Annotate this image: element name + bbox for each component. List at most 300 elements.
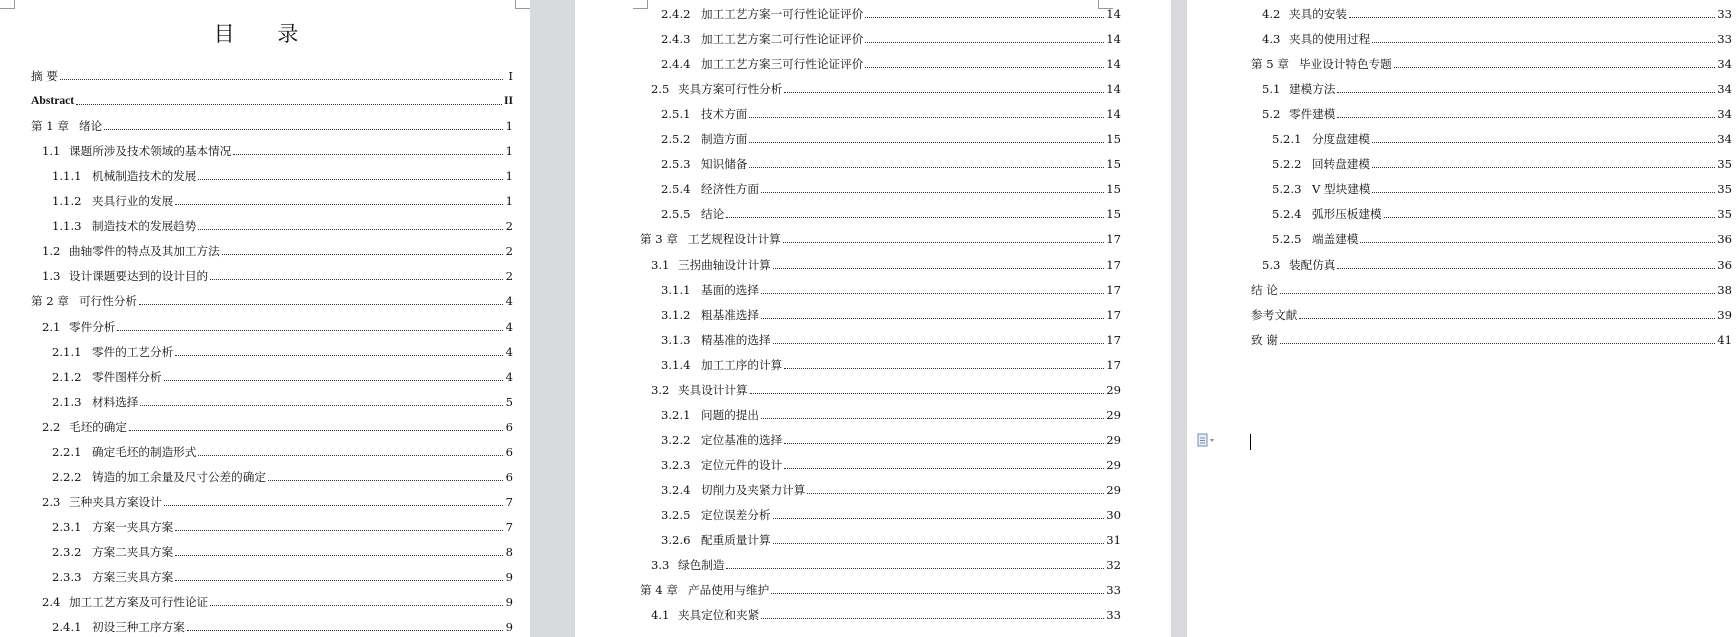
toc-entry-title: 参考文献 — [1251, 307, 1298, 322]
toc-entry[interactable] — [52, 393, 513, 409]
toc-leader-dots — [773, 342, 1105, 344]
toc-leader-dots — [1280, 292, 1715, 294]
toc-entry[interactable] — [1272, 180, 1732, 196]
toc-leader-dots — [187, 629, 503, 631]
toc-entry-page-number: 17 — [1106, 282, 1121, 297]
toc-leader-dots — [164, 379, 503, 381]
toc-entry[interactable] — [640, 230, 1121, 246]
toc-entry-page-number: 30 — [1106, 508, 1121, 522]
toc-entry-number: 2.4.3 — [661, 32, 691, 47]
toc-entry-title: 问题的提出 — [701, 407, 759, 422]
toc-entry-number: 3.2.1 — [661, 407, 691, 422]
toc-entry-page-number: 17 — [1106, 357, 1121, 372]
toc-entry[interactable] — [651, 256, 1121, 272]
toc-leader-dots — [139, 303, 503, 305]
toc-entry-page-number: 29 — [1106, 457, 1121, 472]
toc-entry-page-number: 35 — [1717, 207, 1732, 222]
toc-entry-page-number: 14 — [1106, 57, 1121, 72]
toc-leader-dots — [807, 492, 1104, 494]
toc-entry-page-number: 15 — [1106, 157, 1121, 172]
toc-entry-number: 2.1 — [42, 319, 61, 334]
toc-entry-title: 毕业设计特色专题 — [1299, 57, 1392, 72]
toc-entry-page-number: 2 — [505, 269, 513, 284]
toc-leader-dots — [783, 241, 1104, 243]
toc-entry-title: 粗基准选择 — [701, 307, 759, 322]
toc-entry-title: 加工工艺方案三可行性论证评价 — [701, 57, 864, 72]
toc-entry-title: 结 论 — [1251, 282, 1278, 297]
toc-entry[interactable] — [1272, 230, 1732, 246]
toc-leader-dots — [865, 16, 1104, 18]
toc-entry-number: 2.3.2 — [52, 544, 82, 559]
toc-entry-title: 加工工艺方案及可行性论证 — [69, 595, 209, 610]
toc-entry-page-number: 36 — [1717, 232, 1732, 247]
toc-leader-dots — [1372, 141, 1715, 143]
toc-entry-page-number: 36 — [1717, 257, 1732, 272]
toc-entry-number: 2.5 — [651, 82, 670, 97]
toc-entry[interactable] — [52, 543, 513, 559]
toc-entry-title: 装配仿真 — [1289, 257, 1336, 272]
toc-entry[interactable] — [52, 618, 513, 634]
toc-entry-page-number: 34 — [1717, 107, 1732, 122]
toc-leader-dots — [129, 429, 503, 431]
toc-leader-dots — [198, 178, 503, 180]
toc-leader-dots — [1372, 166, 1715, 168]
toc-entry-title: 曲轴零件的特点及其加工方法 — [69, 244, 220, 259]
toc-entry-title: 产品使用与维护 — [688, 583, 770, 598]
toc-entry[interactable] — [661, 481, 1121, 497]
toc-entry-page-number: 2 — [505, 244, 513, 259]
toc-entry-title: 分度盘建模 — [1312, 132, 1370, 147]
toc-entry[interactable] — [52, 217, 513, 233]
toc-entry-page-number: 4 — [505, 294, 513, 309]
toc-leader-dots — [1372, 41, 1715, 43]
toc-leader-dots — [784, 467, 1104, 469]
toc-leader-dots — [749, 141, 1104, 143]
toc-leader-dots — [865, 41, 1104, 43]
toc-entry-page-number: 1 — [505, 144, 513, 159]
toc-leader-dots — [773, 517, 1105, 519]
toc-entry[interactable] — [1251, 281, 1732, 297]
toc-entry-page-number: 7 — [505, 519, 513, 534]
toc-leader-dots — [1394, 66, 1715, 68]
toc-entry-page-number: 31 — [1106, 533, 1121, 548]
toc-entry-title: 夹具的安装 — [1289, 7, 1347, 21]
toc-entry[interactable] — [651, 606, 1121, 622]
toc-leader-dots — [761, 417, 1104, 419]
toc-entry-title: 经济性方面 — [701, 182, 759, 197]
toc-entry-title: 方案三夹具方案 — [92, 570, 174, 584]
toc-entry-title: 机械制造技术的发展 — [92, 169, 197, 184]
toc-entry-page-number: 14 — [1106, 107, 1121, 122]
toc-leader-dots — [1337, 91, 1715, 93]
toc-entry-number: 3.3 — [651, 558, 670, 573]
toc-entry-title: 摘 要 — [31, 69, 58, 83]
toc-leader-dots — [268, 479, 503, 481]
toc-entry-number: 3.2.4 — [661, 482, 691, 497]
toc-entry-page-number: II — [503, 94, 513, 108]
toc-entry-title: 夹具的使用过程 — [1289, 32, 1371, 47]
toc-entry-title: 结论 — [701, 207, 725, 222]
toc-entry-title: 精基准的选择 — [701, 332, 771, 347]
toc-entry-page-number: 6 — [505, 469, 513, 484]
toc-leader-dots — [1337, 116, 1715, 118]
toc-entry[interactable] — [1272, 205, 1732, 221]
toc-leader-dots — [771, 592, 1104, 594]
toc-leader-dots — [222, 253, 503, 255]
toc-entry-page-number: 17 — [1106, 332, 1121, 347]
toc-entry-number: 2.1.3 — [52, 394, 82, 409]
toc-entry[interactable] — [42, 418, 513, 434]
toc-entry[interactable] — [1262, 105, 1732, 121]
toc-leader-dots — [761, 191, 1104, 193]
toc-entry[interactable] — [31, 292, 513, 308]
toc-entry-page-number: 6 — [505, 444, 513, 459]
toc-entry-page-number: 34 — [1717, 82, 1732, 97]
toc-entry-title: 定位基准的选择 — [701, 432, 783, 447]
toc-entry-page-number: 1 — [505, 119, 513, 134]
toc-entry-title: 制造技术的发展趋势 — [92, 219, 197, 234]
toc-entry-title: 零件建模 — [1289, 107, 1336, 122]
toc-entry[interactable] — [52, 468, 513, 484]
toc-entry-number: 3.2.2 — [661, 432, 691, 447]
toc-entry[interactable] — [661, 531, 1121, 547]
toc-entry-page-number: 29 — [1106, 382, 1121, 397]
toc-leader-dots — [784, 367, 1104, 369]
toc-entry-title: 切削力及夹紧力计算 — [701, 482, 806, 497]
toc-entry[interactable] — [42, 593, 513, 609]
toc-entry-page-number: 6 — [505, 419, 513, 434]
toc-leader-dots — [175, 529, 503, 531]
toc-entry[interactable] — [661, 281, 1121, 297]
toc-entry-title: 初设三种工序方案 — [92, 620, 185, 635]
toc-entry[interactable] — [42, 267, 513, 283]
toc-entry-number: 第 1 章 — [31, 119, 69, 134]
toc-entry[interactable] — [1262, 5, 1732, 21]
toc-leader-dots — [1349, 16, 1715, 18]
toc-entry-number: 2.5.4 — [661, 182, 691, 197]
toc-entry-title: 弧形压板建模 — [1312, 207, 1382, 222]
document-page-1 — [0, 0, 530, 637]
toc-leader-dots — [175, 579, 503, 581]
toc-leader-dots — [773, 542, 1105, 544]
toc-entry-page-number: 35 — [1717, 157, 1732, 172]
toc-entry[interactable] — [1251, 55, 1732, 71]
toc-entry-title: 绿色制造 — [678, 558, 725, 573]
toc-entry-page-number: 5 — [505, 394, 513, 409]
toc-entry-title: 绪论 — [79, 119, 103, 134]
document-page-3 — [1187, 0, 1736, 637]
toc-entry-title: 建模方法 — [1289, 82, 1336, 97]
toc-entry-title: 制造方面 — [701, 132, 748, 147]
toc-entry-number: 第 4 章 — [640, 583, 678, 598]
toc-entry-number: 第 2 章 — [31, 294, 69, 309]
toc-entry-number: 5.1 — [1262, 82, 1281, 97]
toc-entry-number: 1.2 — [42, 244, 61, 259]
toc-leader-dots — [750, 392, 1105, 394]
toc-entry-title: 方案二夹具方案 — [92, 544, 174, 559]
toc-entry[interactable] — [661, 30, 1121, 46]
toc-entry-title: 零件的工艺分析 — [92, 344, 174, 359]
toc-entry-number: 2.3.1 — [52, 519, 82, 534]
toc-leader-dots — [140, 404, 503, 406]
toc-entry-title: 配重质量计算 — [701, 533, 771, 548]
toc-entry-title: 加工工艺方案一可行性论证评价 — [701, 7, 864, 21]
toc-entry-number: 5.2.5 — [1272, 232, 1302, 247]
toc-entry-number: 5.2.3 — [1272, 182, 1302, 197]
toc-entry-page-number: 15 — [1106, 182, 1121, 197]
toc-entry[interactable] — [52, 518, 513, 534]
toc-entry[interactable] — [52, 368, 513, 384]
toc-entry-page-number: 17 — [1106, 307, 1121, 322]
toc-entry-title: 夹具定位和夹紧 — [678, 608, 760, 623]
toc-leader-dots — [60, 78, 503, 80]
toc-entry-title: 夹具设计计算 — [678, 382, 748, 397]
toc-entry[interactable] — [661, 331, 1121, 347]
toc-entry-number: 2.2 — [42, 419, 61, 434]
toc-entry-page-number: 9 — [505, 595, 513, 610]
toc-entry[interactable] — [651, 381, 1121, 397]
toc-entry-page-number: 15 — [1106, 132, 1121, 147]
toc-entry[interactable] — [1251, 331, 1732, 347]
toc-entry-page-number: 2 — [505, 219, 513, 234]
toc-leader-dots — [175, 354, 503, 356]
toc-entry-page-number: 14 — [1106, 7, 1121, 21]
text-cursor — [1250, 434, 1251, 450]
toc-entry-number: 2.4 — [42, 595, 61, 610]
toc-entry-number: 5.2 — [1262, 107, 1281, 122]
toc-entry[interactable] — [661, 506, 1121, 522]
toc-entry-page-number: 33 — [1106, 583, 1121, 598]
toc-entry-title: 设计课题要达到的设计目的 — [69, 269, 209, 284]
document-page-2 — [575, 0, 1171, 637]
toc-entry-number: 2.1.2 — [52, 369, 82, 384]
toc-entry[interactable] — [42, 142, 513, 158]
toc-entry[interactable] — [651, 556, 1121, 572]
toc-entry-page-number: 14 — [1106, 32, 1121, 47]
toc-entry-number: 1.3 — [42, 269, 61, 284]
toc-leader-dots — [726, 216, 1104, 218]
toc-entry[interactable] — [1262, 30, 1732, 46]
toc-entry[interactable] — [661, 456, 1121, 472]
toc-entry-page-number: 8 — [505, 544, 513, 559]
toc-entry-number: 5.2.1 — [1272, 132, 1302, 147]
toc-entry-number: 3.2.5 — [661, 508, 691, 522]
toc-entry[interactable] — [661, 431, 1121, 447]
toc-entry[interactable] — [42, 242, 513, 258]
toc-entry-page-number: 32 — [1106, 558, 1121, 573]
toc-entry-page-number: 15 — [1106, 207, 1121, 222]
toc-entry-page-number: 4 — [505, 344, 513, 359]
toc-entry-title: 端盖建模 — [1312, 232, 1359, 247]
toc-entry[interactable] — [42, 493, 513, 509]
page-corner-mark — [0, 0, 15, 9]
toc-entry-page-number: I — [508, 69, 513, 83]
toc-leader-dots — [175, 554, 503, 556]
toc-leader-dots — [761, 292, 1104, 294]
toc-leader-dots — [210, 278, 503, 280]
toc-leader-dots — [175, 203, 503, 205]
toc-entry-page-number: 41 — [1717, 332, 1732, 347]
toc-entry-number: 3.2.6 — [661, 533, 691, 548]
toc-leader-dots — [233, 153, 503, 155]
toc-entry[interactable] — [661, 130, 1121, 146]
toc-entry-number: 2.4.2 — [661, 7, 691, 21]
toc-entry-title: 铸造的加工余量及尺寸公差的确定 — [92, 469, 266, 484]
toc-entry[interactable] — [1272, 155, 1732, 171]
toc-entry-title: 可行性分析 — [79, 294, 137, 309]
toc-entry-number: 3.1.4 — [661, 357, 691, 372]
toc-entry-title: 致 谢 — [1251, 332, 1278, 347]
toc-entry-title: 基面的选择 — [701, 282, 759, 297]
toc-entry-number: 2.3 — [42, 494, 61, 509]
toc-entry-title: 材料选择 — [92, 394, 139, 409]
toc-entry-number: 4.3 — [1262, 32, 1281, 47]
toc-entry-title: 回转盘建模 — [1312, 157, 1370, 172]
paste-options-icon[interactable] — [1197, 432, 1217, 448]
toc-entry-title: V 型块建模 — [1312, 182, 1371, 197]
toc-entry[interactable] — [31, 92, 513, 108]
toc-entry-page-number: 35 — [1717, 182, 1732, 197]
toc-entry-title: 三拐曲轴设计计算 — [678, 257, 771, 272]
toc-leader-dots — [1280, 342, 1715, 344]
toc-entry[interactable] — [42, 318, 513, 334]
toc-entry-page-number: 17 — [1106, 257, 1121, 272]
toc-entry-page-number: 38 — [1717, 282, 1732, 297]
toc-entry-number: 3.1.2 — [661, 307, 691, 322]
toc-leader-dots — [1337, 267, 1715, 269]
toc-entry[interactable] — [661, 406, 1121, 422]
toc-entry-number: 2.2.1 — [52, 444, 82, 459]
toc-entry-number: 4.2 — [1262, 7, 1281, 21]
toc-entry-title: 课题所涉及技术领域的基本情况 — [69, 144, 232, 159]
toc-leader-dots — [164, 504, 503, 506]
toc-entry-number: 2.2.2 — [52, 469, 82, 484]
toc-entry-number: 2.4.1 — [52, 620, 82, 635]
toc-entry[interactable] — [31, 117, 513, 133]
toc-entry-number: 2.3.3 — [52, 570, 82, 584]
toc-leader-dots — [104, 128, 503, 130]
toc-entry[interactable] — [651, 80, 1121, 96]
toc-leader-dots — [1360, 241, 1715, 243]
toc-entry-number: 2.4.4 — [661, 57, 691, 72]
toc-leader-dots — [198, 228, 503, 230]
toc-entry-page-number: 39 — [1717, 307, 1732, 322]
toc-entry-title: 定位误差分析 — [701, 508, 771, 522]
toc-entry[interactable] — [661, 205, 1121, 221]
toc-entry-page-number: 29 — [1106, 407, 1121, 422]
toc-entry[interactable] — [52, 192, 513, 208]
toc-entry-title: 方案一夹具方案 — [92, 519, 174, 534]
toc-entry[interactable] — [52, 443, 513, 459]
toc-entry-number: 3.2.3 — [661, 457, 691, 472]
toc-entry[interactable] — [661, 306, 1121, 322]
toc-entry-number: 3.2 — [651, 382, 670, 397]
toc-leader-dots — [726, 567, 1104, 569]
toc-entry[interactable] — [52, 343, 513, 359]
toc-entry[interactable] — [1272, 130, 1732, 146]
toc-entry-title: 三种夹具方案设计 — [69, 494, 162, 509]
toc-entry[interactable] — [661, 180, 1121, 196]
toc-leader-dots — [761, 317, 1104, 319]
toc-leader-dots — [761, 617, 1104, 619]
toc-leader-dots — [773, 267, 1104, 269]
toc-entry-number: 3.1 — [651, 257, 670, 272]
toc-entry-title: 知识储备 — [701, 157, 748, 172]
toc-leader-dots — [749, 116, 1104, 118]
toc-leader-dots — [784, 91, 1104, 93]
toc-entry[interactable] — [661, 155, 1121, 171]
toc-entry-title: Abstract — [31, 94, 75, 108]
toc-entry-number: 2.5.1 — [661, 107, 691, 122]
toc-leader-dots — [1372, 191, 1715, 193]
toc-entry-page-number: 1 — [505, 169, 513, 184]
toc-entry-title: 加工工序的计算 — [701, 357, 783, 372]
toc-leader-dots — [76, 103, 502, 105]
toc-entry-page-number: 14 — [1106, 82, 1121, 97]
toc-entry-page-number: 34 — [1717, 132, 1732, 147]
toc-leader-dots — [117, 329, 503, 331]
toc-entry-number: 4.1 — [651, 608, 670, 623]
toc-leader-dots — [198, 454, 503, 456]
toc-entry-number: 1.1.1 — [52, 169, 82, 184]
toc-entry-page-number: 17 — [1106, 232, 1121, 247]
toc-entry-title: 确定毛坯的制造形式 — [92, 444, 197, 459]
page-corner-mark — [515, 0, 530, 9]
toc-entry-number: 1.1.3 — [52, 219, 82, 234]
toc-leader-dots — [210, 604, 503, 606]
toc-entry-title: 毛坯的确定 — [69, 419, 127, 434]
toc-entry[interactable] — [52, 568, 513, 584]
toc-entry-page-number: 4 — [505, 319, 513, 334]
toc-leader-dots — [865, 66, 1104, 68]
toc-entry[interactable] — [31, 67, 513, 83]
toc-leader-dots — [749, 166, 1104, 168]
toc-entry[interactable] — [661, 5, 1121, 21]
toc-entry-number: 第 5 章 — [1251, 57, 1289, 72]
toc-entry-number: 5.2.4 — [1272, 207, 1302, 222]
toc-entry[interactable] — [640, 581, 1121, 597]
toc-entry-number: 5.3 — [1262, 257, 1281, 272]
toc-entry-page-number: 34 — [1717, 57, 1732, 72]
toc-entry-title: 定位元件的设计 — [701, 457, 783, 472]
toc-entry-number: 2.5.2 — [661, 132, 691, 147]
toc-leader-dots — [1299, 317, 1715, 319]
toc-entry-title: 夹具行业的发展 — [92, 194, 174, 209]
toc-entry-title: 技术方面 — [701, 107, 748, 122]
toc-entry-title: 工艺规程设计计算 — [688, 232, 781, 247]
toc-entry[interactable] — [1262, 256, 1732, 272]
toc-entry-number: 5.2.2 — [1272, 157, 1302, 172]
toc-title: 目 录 — [213, 22, 317, 46]
toc-entry-number: 3.1.3 — [661, 332, 691, 347]
toc-entry-title: 加工工艺方案二可行性论证评价 — [701, 32, 864, 47]
page-corner-mark — [633, 0, 648, 9]
toc-entry[interactable] — [1262, 80, 1732, 96]
toc-leader-dots — [784, 442, 1104, 444]
toc-entry[interactable] — [661, 55, 1121, 71]
toc-entry-page-number: 33 — [1106, 608, 1121, 623]
toc-entry[interactable] — [52, 167, 513, 183]
toc-entry-page-number: 29 — [1106, 432, 1121, 447]
toc-entry[interactable] — [1251, 306, 1732, 322]
toc-entry-page-number: 33 — [1717, 7, 1732, 21]
toc-entry[interactable] — [661, 105, 1121, 121]
toc-entry-title: 零件图样分析 — [92, 369, 162, 384]
toc-entry-number: 1.1 — [42, 144, 61, 159]
toc-entry[interactable] — [661, 356, 1121, 372]
toc-entry-title: 零件分析 — [69, 319, 116, 334]
toc-entry-page-number: 7 — [505, 494, 513, 509]
